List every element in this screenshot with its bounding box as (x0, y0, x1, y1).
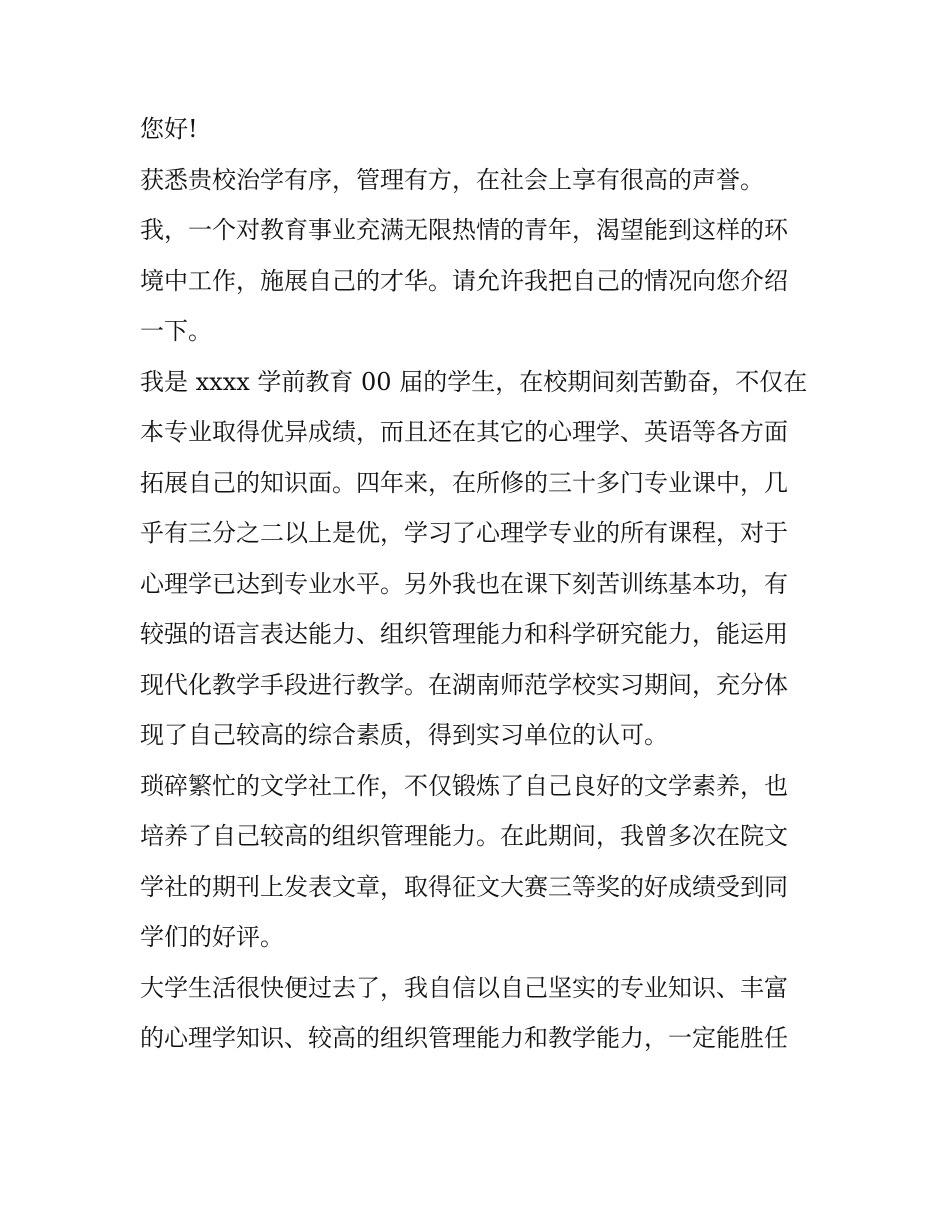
text-line: 现了自己较高的综合素质，得到实习单位的认可。 (140, 721, 668, 749)
text-line: 学社的期刊上发表文章，取得征文大赛三等奖的好成绩受到同 (140, 872, 788, 901)
text-line: 境中工作，施展自己的才华。请允许我把自己的情况向您介绍 (140, 266, 788, 295)
text-line: 心理学已达到专业水平。另外我也在课下刻苦训练基本功，有 (140, 569, 788, 598)
paragraph-education (140, 357, 820, 761)
text-line: 您好! (140, 115, 198, 143)
paragraph-conclusion (140, 963, 820, 1064)
paragraph-greeting (140, 104, 820, 155)
text-line: 现代化教学手段进行教学。在湖南师范学校实习期间，充分体 (140, 670, 788, 699)
text-line: 拓展自己的知识面。四年来，在所修的三十多门专业课中，几 (140, 468, 788, 497)
text-line: 获悉贵校治学有序，管理有方，在社会上享有很高的声誉。 (140, 165, 764, 194)
text-line: 培养了自己较高的组织管理能力。在此期间，我曾多次在院文 (140, 822, 788, 850)
text-line: 乎有三分之二以上是优，学习了心理学专业的所有课程，对于 (140, 519, 788, 547)
text-line: 一下。 (140, 317, 212, 345)
paragraph-aspiration (140, 205, 820, 357)
paragraph-intro (140, 155, 820, 206)
paragraph-literary-club (140, 761, 820, 963)
text-line: 大学生活很快便过去了，我自信以自己坚实的专业知识、丰富 (140, 973, 788, 1002)
text-line: 我，一个对教育事业充满无限热情的青年，渴望能到这样的环 (140, 216, 788, 244)
text-line: 的心理学知识、较高的组织管理能力和教学能力，一定能胜任 (140, 1024, 788, 1052)
text-line: 较强的语言表达能力、组织管理能力和科学研究能力，能运用 (140, 620, 788, 648)
text-line: 本专业取得优异成绩，而且还在其它的心理学、英语等各方面 (140, 418, 788, 446)
text-line: 琐碎繁忙的文学社工作，不仅锻炼了自己良好的文学素养，也 (140, 771, 788, 800)
text-line: 学们的好评。 (140, 923, 284, 951)
letter-body (140, 104, 820, 1064)
text-line: 我是 xxxx 学前教育 00 届的学生，在校期间刻苦勤奋，不仅在 (140, 367, 808, 396)
